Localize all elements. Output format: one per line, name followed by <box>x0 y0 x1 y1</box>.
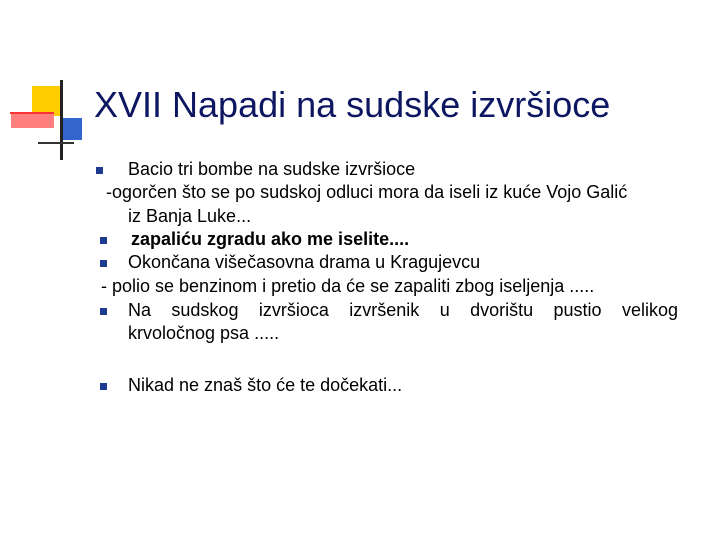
list-item <box>98 228 688 251</box>
list-item <box>98 251 688 275</box>
list-item <box>98 205 688 228</box>
list-item <box>98 181 688 205</box>
logo-blue-square <box>60 118 82 140</box>
bullet-icon <box>100 383 107 390</box>
bullet-icon <box>100 260 107 267</box>
logo-red-bar <box>11 114 54 128</box>
logo-red-line <box>10 112 54 114</box>
logo-vertical-line <box>60 80 63 160</box>
list-item <box>98 322 688 345</box>
list-item-text: Okončana višečasovna drama u Kragujevcu <box>128 252 481 272</box>
slide-body <box>98 158 688 397</box>
logo-horizontal-line <box>38 142 74 144</box>
list-item-text: zapaliću zgradu ako me iselite.... <box>131 229 410 249</box>
list-item-text: -ogorčen što se po sudskoj odluci mora da iseli iz kuće Vojo Galić <box>106 182 628 202</box>
slide-title: XVII Napadi na sudske izvršioce <box>94 84 611 125</box>
list-item-text: Bacio tri bombe na sudske izvršioce <box>128 159 416 179</box>
bullet-icon <box>100 308 107 315</box>
list-item <box>98 374 688 397</box>
list-item-text: krvoločnog psa ..... <box>128 323 280 343</box>
list-item <box>98 275 688 299</box>
list-item <box>98 299 688 322</box>
bullet-icon <box>96 167 103 174</box>
bullet-icon <box>100 237 107 244</box>
list-item-text: Na sudskog izvršioca izvršenik u dvorištu pustio velikog <box>128 300 678 320</box>
list-item <box>98 158 688 181</box>
list-item-text: iz Banja Luke... <box>128 206 252 226</box>
list-item-text: - polio se benzinom i pretio da će se zapaliti zbog iseljenja ..... <box>101 276 595 296</box>
list-item-text: Nikad ne znaš što će te dočekati... <box>128 375 403 395</box>
